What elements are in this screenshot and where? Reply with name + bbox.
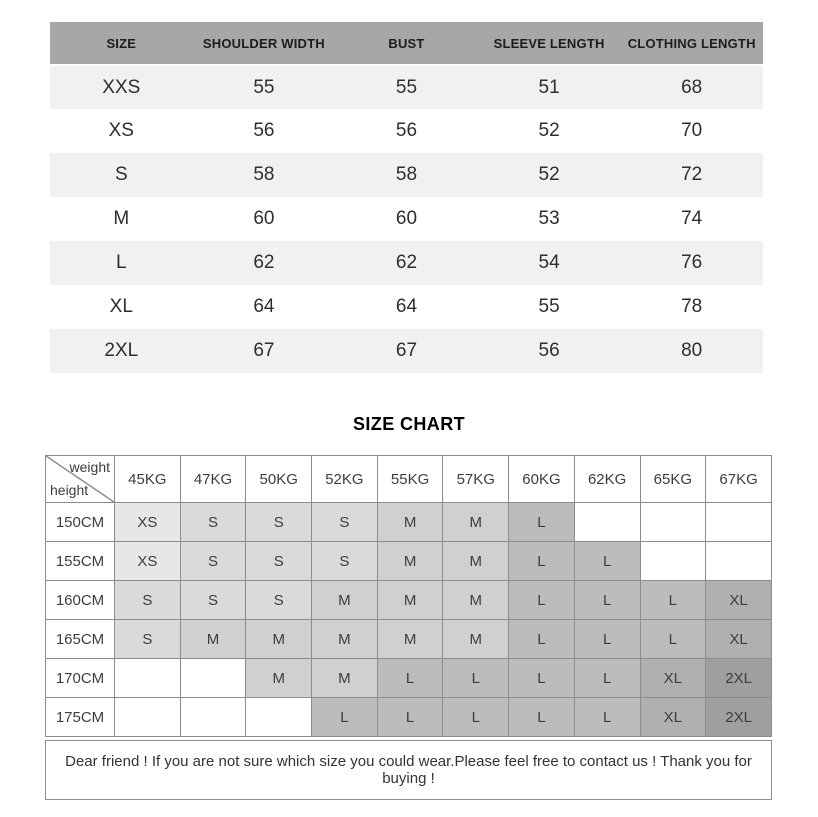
size-label-cell: L	[116, 252, 127, 273]
height-header-cell: 150CM	[46, 503, 115, 542]
recommended-size-cell: L	[574, 620, 640, 659]
empty-size-cell	[640, 542, 706, 581]
recommended-size-cell: M	[312, 659, 378, 698]
recommended-size-cell: L	[377, 698, 443, 737]
recommended-size-cell: XS	[115, 542, 181, 581]
empty-size-cell	[115, 659, 181, 698]
recommended-size-cell: XL	[640, 659, 706, 698]
recommended-size-cell: S	[115, 620, 181, 659]
measurement-row	[50, 285, 763, 329]
measurement-value-cell: 67	[253, 340, 275, 361]
recommended-size-cell: S	[246, 542, 312, 581]
empty-size-cell	[706, 542, 772, 581]
measurement-row	[50, 197, 763, 241]
measurement-value-cell: 53	[538, 208, 560, 229]
recommended-size-cell: L	[574, 542, 640, 581]
recommended-size-cell: L	[509, 659, 575, 698]
recommended-size-cell: 2XL	[706, 698, 772, 737]
size-chart-header-row	[46, 456, 772, 503]
measurement-value-cell: 55	[538, 296, 560, 317]
measurement-col-header: SLEEVE LENGTH	[493, 35, 605, 51]
recommended-size-cell: L	[312, 698, 378, 737]
recommended-size-cell: M	[443, 581, 509, 620]
recommended-size-cell: M	[377, 620, 443, 659]
measurement-col-header: BUST	[388, 35, 425, 51]
measurement-value-cell: 55	[395, 76, 418, 98]
recommended-size-cell: L	[574, 581, 640, 620]
size-chart-row	[46, 542, 772, 581]
recommended-size-cell: L	[509, 542, 575, 581]
recommended-size-cell: M	[180, 620, 246, 659]
measurement-value-cell: 80	[681, 340, 703, 361]
size-label-cell: 2XL	[104, 340, 139, 361]
measurement-value-cell: 52	[538, 120, 560, 141]
recommended-size-cell: L	[509, 581, 575, 620]
recommended-size-cell: M	[443, 620, 509, 659]
recommended-size-cell: S	[246, 503, 312, 542]
empty-size-cell	[115, 698, 181, 737]
weight-header-cell: 62KG	[574, 456, 640, 503]
measurement-row	[50, 109, 763, 153]
recommended-size-cell: S	[246, 581, 312, 620]
size-chart-row	[46, 581, 772, 620]
size-label-cell: S	[114, 164, 128, 185]
recommended-size-cell: S	[180, 542, 246, 581]
measurement-value-cell: 62	[253, 252, 275, 273]
recommended-size-cell: S	[312, 542, 378, 581]
empty-size-cell	[640, 503, 706, 542]
recommended-size-cell: L	[509, 698, 575, 737]
measurement-value-cell: 74	[681, 208, 703, 229]
recommended-size-cell: L	[509, 620, 575, 659]
measurement-value-cell: 56	[253, 120, 275, 141]
size-chart-title: SIZE CHART	[353, 414, 465, 434]
recommended-size-cell: S	[312, 503, 378, 542]
measurement-col-header: CLOTHING LENGTH	[627, 35, 756, 51]
measurement-value-cell: 60	[395, 208, 418, 229]
weight-header-cell: 65KG	[640, 456, 706, 503]
size-label-cell: XS	[108, 120, 134, 141]
recommended-size-cell: L	[574, 659, 640, 698]
empty-size-cell	[180, 659, 246, 698]
weight-header-cell: 57KG	[443, 456, 509, 503]
height-header-cell: 165CM	[46, 620, 115, 659]
recommended-size-cell: S	[180, 581, 246, 620]
measurement-value-cell: 58	[253, 164, 275, 185]
height-header-cell: 155CM	[46, 542, 115, 581]
seller-note-box	[45, 740, 772, 800]
size-label-cell: XXS	[102, 76, 141, 98]
recommended-size-cell: XL	[706, 581, 772, 620]
empty-size-cell	[706, 503, 772, 542]
measurement-table-body	[50, 65, 763, 373]
measurement-value-cell: 60	[253, 208, 275, 229]
seller-note-text: Dear friend ! If you are not sure which size you could wear.Please feel free to contact us ! Thank you for buying !	[65, 753, 752, 787]
measurement-value-cell: 55	[253, 76, 275, 98]
recommended-size-cell: M	[377, 503, 443, 542]
recommended-size-cell: L	[509, 503, 575, 542]
recommended-size-cell: M	[377, 581, 443, 620]
recommended-size-cell: L	[640, 620, 706, 659]
measurement-value-cell: 67	[395, 340, 418, 361]
recommended-size-cell: M	[443, 542, 509, 581]
measurement-value-cell: 70	[681, 120, 703, 141]
measurement-value-cell: 58	[395, 164, 418, 185]
recommended-size-cell: M	[246, 620, 312, 659]
measurement-value-cell: 62	[395, 252, 418, 273]
recommended-size-cell: L	[574, 698, 640, 737]
corner-weight-label: weight	[69, 459, 110, 475]
measurement-row	[50, 241, 763, 285]
recommended-size-cell: S	[115, 581, 181, 620]
measurement-table	[50, 22, 763, 373]
weight-header-cell: 67KG	[706, 456, 772, 503]
recommended-size-cell: XS	[115, 503, 181, 542]
recommended-size-cell: L	[443, 698, 509, 737]
size-chart-table	[45, 455, 772, 737]
measurement-value-cell: 78	[681, 296, 703, 317]
measurement-value-cell: 64	[253, 296, 275, 317]
recommended-size-cell: M	[312, 581, 378, 620]
recommended-size-cell: L	[443, 659, 509, 698]
recommended-size-cell: M	[377, 542, 443, 581]
empty-size-cell	[180, 698, 246, 737]
measurement-value-cell: 52	[538, 164, 560, 185]
recommended-size-cell: L	[377, 659, 443, 698]
measurement-value-cell: 68	[681, 76, 703, 98]
corner-height-label: height	[50, 482, 89, 498]
weight-header-cell: 47KG	[180, 456, 246, 503]
size-chart-row	[46, 620, 772, 659]
weight-header-cell: 50KG	[246, 456, 312, 503]
measurement-row	[50, 153, 763, 197]
weight-header-cell: 45KG	[115, 456, 181, 503]
measurement-value-cell: 56	[538, 340, 560, 361]
recommended-size-cell: S	[180, 503, 246, 542]
weight-header-cell: 60KG	[509, 456, 575, 503]
weight-header-cell: 52KG	[312, 456, 378, 503]
height-header-cell: 170CM	[46, 659, 115, 698]
size-chart-row	[46, 659, 772, 698]
recommended-size-cell: M	[443, 503, 509, 542]
size-chart-row	[46, 503, 772, 542]
recommended-size-cell: L	[640, 581, 706, 620]
measurement-value-cell: 72	[681, 164, 703, 185]
size-chart-row	[46, 698, 772, 737]
height-header-cell: 175CM	[46, 698, 115, 737]
height-header-cell: 160CM	[46, 581, 115, 620]
measurement-value-cell: 54	[538, 252, 560, 273]
recommended-size-cell: XL	[706, 620, 772, 659]
measurement-table-header-row	[50, 22, 763, 65]
recommended-size-cell: M	[312, 620, 378, 659]
size-label-cell: M	[113, 208, 130, 229]
corner-cell	[46, 456, 115, 503]
empty-size-cell	[574, 503, 640, 542]
measurement-row	[50, 65, 763, 109]
measurement-value-cell: 56	[395, 120, 418, 141]
recommended-size-cell: 2XL	[706, 659, 772, 698]
recommended-size-cell: M	[246, 659, 312, 698]
measurement-value-cell: 64	[395, 296, 418, 317]
measurement-col-header: SIZE	[106, 35, 137, 51]
measurement-row	[50, 329, 763, 373]
recommended-size-cell: XL	[640, 698, 706, 737]
measurement-col-header: SHOULDER WIDTH	[202, 35, 325, 51]
size-chart-body	[46, 503, 772, 737]
measurement-value-cell: 51	[538, 76, 560, 98]
empty-size-cell	[246, 698, 312, 737]
size-label-cell: XL	[109, 296, 133, 317]
measurement-value-cell: 76	[681, 252, 703, 273]
weight-header-cell: 55KG	[377, 456, 443, 503]
